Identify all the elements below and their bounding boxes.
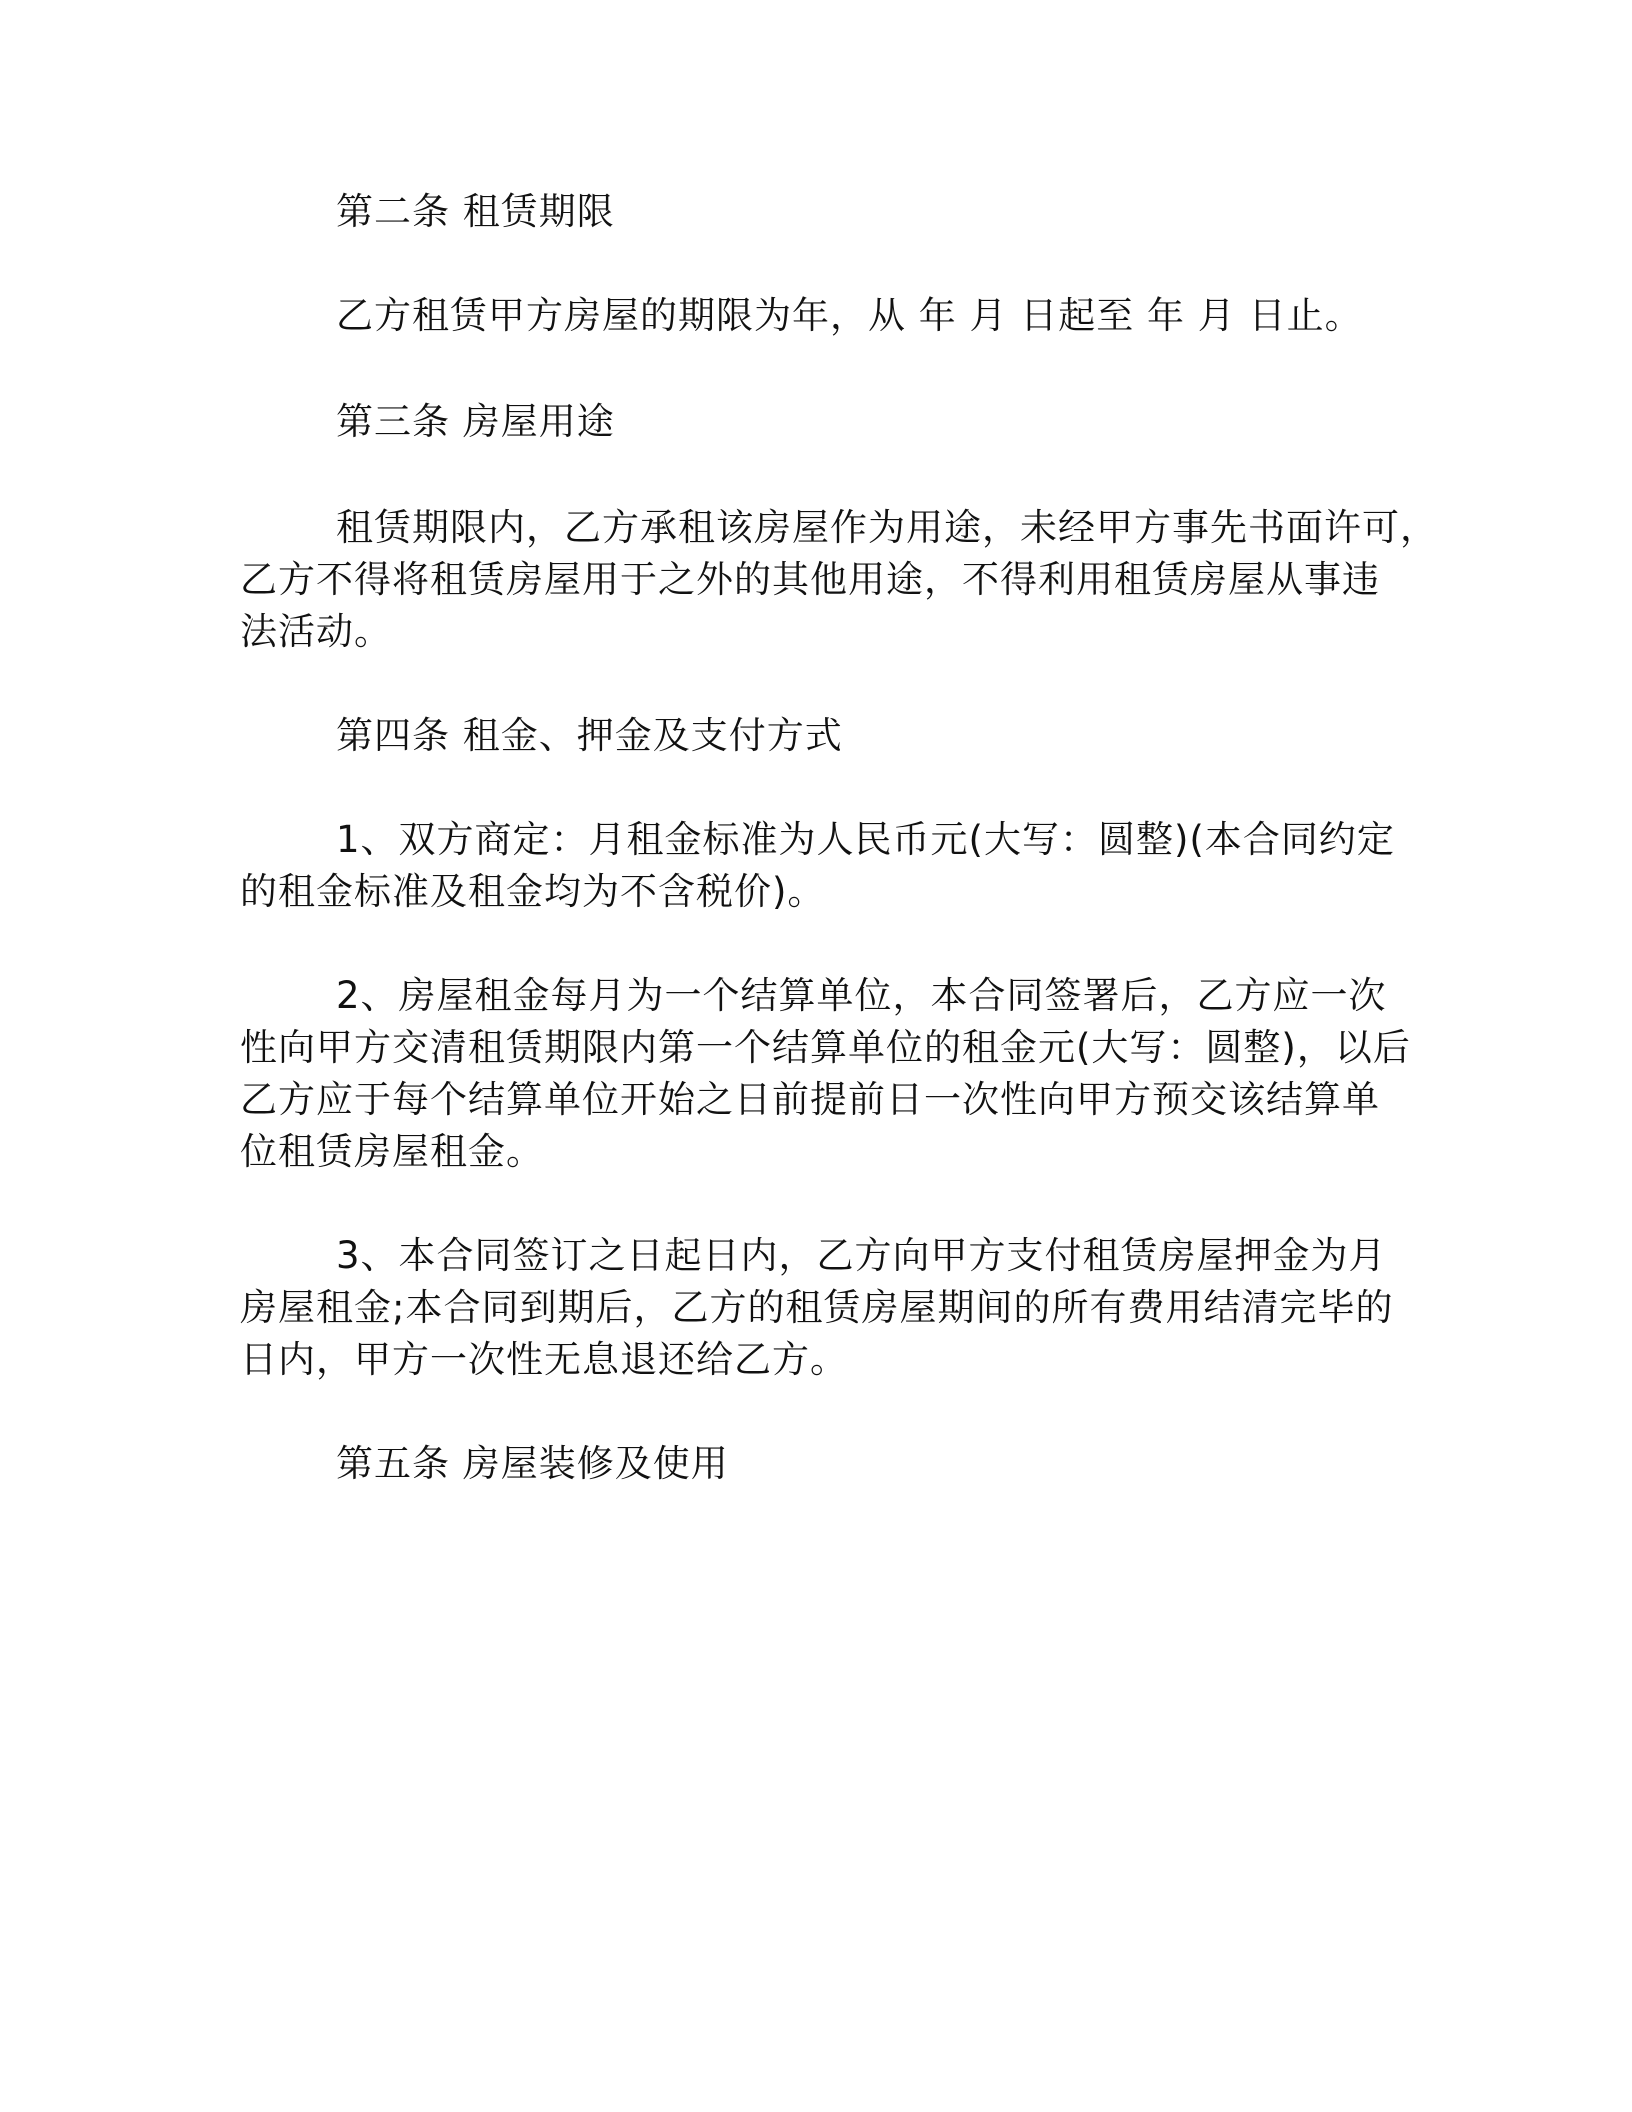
article-2-paragraph: 乙方租赁甲方房屋的期限为年，从 年 月 日起至 年 月 日止。 (336, 294, 1363, 337)
article-3-paragraph-line-2: 乙方不得将租赁房屋用于之外的其他用途，不得利用租赁房屋从事违 (240, 558, 1380, 601)
article-4-item-1-line-1: 1、双方商定：月租金标准为人民币元(大写：圆整)(本合同约定 (336, 818, 1395, 861)
article-4-item-3-line-3: 日内，甲方一次性无息退还给乙方。 (240, 1338, 848, 1381)
article-4-item-3-line-1: 3、本合同签订之日起日内，乙方向甲方支付租赁房屋押金为月 (336, 1234, 1387, 1277)
article-2-heading: 第二条 租赁期限 (336, 190, 615, 233)
article-4-item-2-line-3: 乙方应于每个结算单位开始之日前提前日一次性向甲方预交该结算单 (240, 1078, 1380, 1121)
article-3-heading: 第三条 房屋用途 (336, 400, 615, 443)
article-4-item-3-line-2: 房屋租金;本合同到期后，乙方的租赁房屋期间的所有费用结清完毕的 (240, 1286, 1394, 1329)
article-3-paragraph-line-3: 法活动。 (240, 610, 392, 653)
article-5-heading: 第五条 房屋装修及使用 (336, 1442, 729, 1485)
article-4-item-2-line-1: 2、房屋租金每月为一个结算单位，本合同签署后，乙方应一次 (336, 974, 1387, 1017)
article-4-item-2-line-4: 位租赁房屋租金。 (240, 1130, 544, 1173)
article-4-item-1-line-2: 的租金标准及租金均为不含税价)。 (240, 870, 826, 913)
article-4-heading: 第四条 租金、押金及支付方式 (336, 714, 843, 757)
article-4-item-2-line-2: 性向甲方交清租赁期限内第一个结算单位的租金元(大写：圆整)，以后 (240, 1026, 1411, 1069)
document-body (240, 186, 1438, 1490)
article-3-paragraph-line-1: 租赁期限内，乙方承租该房屋作为用途，未经甲方事先书面许可， (336, 506, 1438, 549)
